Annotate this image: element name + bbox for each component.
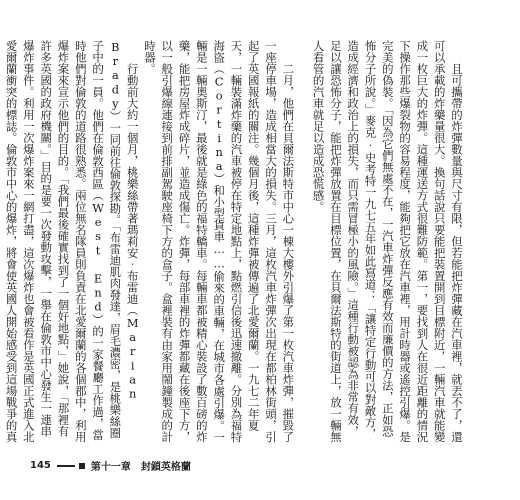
body-text: [4, 40, 478, 444]
chapter-label: 第十一章: [90, 462, 131, 473]
paragraph: 二月，他們在貝爾法斯特市中心一棟大樓外引爆了第一枚汽車炸彈，摧毀了一座停車場，造成相當大的損失。三月，這枚汽車炸彈次出現在都柏林街頭，引起了英國報紙的關注。幾個月後，這種炸彈被傳遍了北愛爾蘭。一九七二年夏天，一輛裝滿炸藥的汽車被停在特定地點上，點燃引信後迅速撤離。分別為福特海盜（Cortina）和小型貨車……偷來的車輛，在城市各處引爆。一輛是一輛奧斯汀，最後就是綠色的福特轎車。每輛車都被精心裝設了數百磅的炸藥，能把房屋炸成碎片，並造成傷亡。炸彈，每部車裡的炸彈都藏在後座下方，以一般引爆線連接到前排副駕駛座椅下方的盒子。盒裡裝有由家用鬧鐘製成的計時器。: [142, 40, 296, 443]
page-footer: [30, 458, 191, 473]
page-number: 145: [30, 460, 51, 471]
paragraph: 且可攜帶的炸彈數量與尺寸有限，但若能把炸彈藏在汽車裡，就丟不了，還可以承載的炸藥量很大。換句話說只要能把裝置開到目標附近，一輛汽車就能變成一枚巨大的炸彈。這種運送方式很難防範。第一，要找到人在很近距離的情況下操作那些爆裂物的容易程度，能夠把它放在汽車裡，用計時器或遙控引爆。是完美的偽裝。「因為它們無處不在，一汽車炸彈反應有效而廉價的方法，正如恐怖分子所說。」麥克·史考特一九七五年如此寫道：「讓特定行動可以對敵方，造成經濟和政治上的損失，而只需冒極小的風險。」這種行動被認為非常有效，足以讓恐怖分子，能把炸彈放置在目標位置，在貝爾法斯特的街道上，放一輛無人看管的汽車就足以造成恐慌感。: [311, 40, 464, 443]
footer-rule: [57, 465, 75, 467]
footer-square-icon: [79, 463, 85, 469]
paragraph: 行動前大約一個月，桃樂絲帶著瑪莉安‧布雷迪（Marian Brady）一同前往倫敦探勘。「布雷迪肌肉發達，眉毛濃密，是桃樂絲圈子中的一員。他們在倫敦西區（West End）的一家餐廳工作過，當時他們對倫敦的道路很熟悉。兩位無名隊員則負責在北愛爾蘭的各個郡中，利用爆炸案來宣示他們的目的。「我們最後確實找到了一個好地點，」她說，「那裡有許多英國的政府機關。」目的是要一次發動攻擊，一舉在倫敦市中心發生一連串爆炸事件。利用一次爆炸案來一網打盡，這次爆炸也會被看作是英國正式進入北愛爾蘭衝突的標誌。倫敦市中心的爆炸，將會使英國人開始感受到這場戰爭的真: [4, 40, 140, 443]
chapter-title: 封鎖英格蘭: [140, 462, 191, 473]
